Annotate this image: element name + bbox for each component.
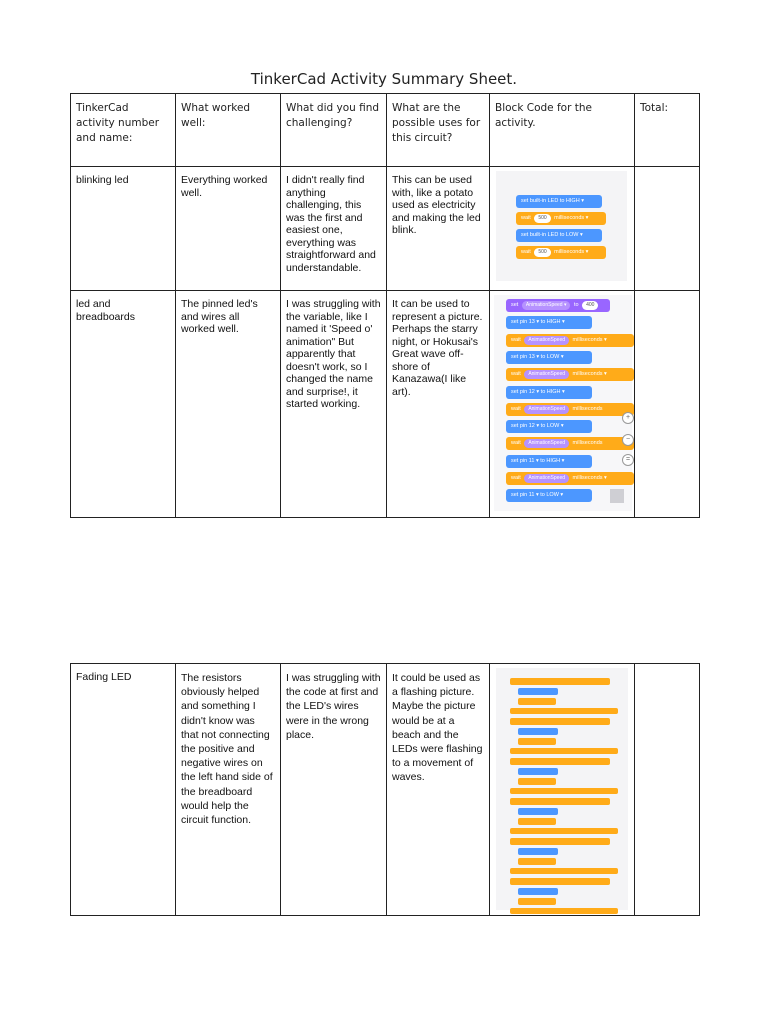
cell-total xyxy=(635,167,700,291)
cell-challenging: I was struggling with the code at first and the LED's wires were in the wrong place. xyxy=(281,664,387,916)
summary-table-continued xyxy=(70,663,700,916)
header-worked: What worked well: xyxy=(176,94,281,167)
cell-block-code xyxy=(490,291,635,518)
code-block xyxy=(510,708,618,714)
cell-challenging: I was struggling with the variable, like I named it 'Speed o' animation" But apparently that doesn't work, so I changed the name and surprise!, it started working. xyxy=(281,291,387,518)
code-block xyxy=(510,718,610,725)
code-block: wait AnimationSpeed milliseconds ▾ xyxy=(506,334,634,347)
table-row xyxy=(71,664,700,916)
table-row xyxy=(71,291,700,518)
cell-activity: led and breadboards xyxy=(71,291,176,518)
table-row xyxy=(71,167,700,291)
block-code-image xyxy=(496,171,627,281)
code-block xyxy=(510,838,610,845)
cell-worked: Everything worked well. xyxy=(176,167,281,291)
zoom-out-icon[interactable]: − xyxy=(622,434,634,446)
code-block: wait AnimationSpeed milliseconds xyxy=(506,403,634,416)
code-block xyxy=(518,738,556,745)
cell-total xyxy=(635,291,700,518)
code-block: set built-in LED to HIGH ▾ xyxy=(516,195,602,208)
code-block xyxy=(510,798,610,805)
code-block xyxy=(518,728,558,735)
code-block xyxy=(518,858,556,865)
header-code: Block Code for the activity. xyxy=(490,94,635,167)
cell-uses: It could be used as a flashing picture. Maybe the picture would be at a beach and the LEDs were flashing to a movement of waves. xyxy=(387,664,490,916)
code-block: set built-in LED to LOW ▾ xyxy=(516,229,602,242)
code-block: set pin 11 ▾ to HIGH ▾ xyxy=(506,455,592,468)
code-block: set pin 13 ▾ to LOW ▾ xyxy=(506,351,592,364)
zoom-in-icon[interactable]: + xyxy=(622,412,634,424)
code-block: wait 500 milliseconds ▾ xyxy=(516,246,606,259)
cell-challenging: I didn't really find anything challenging, this was the first and easiest one, everything was straightforward and understandable. xyxy=(281,167,387,291)
code-block: set pin 11 ▾ to LOW ▾ xyxy=(506,489,592,502)
code-block: wait AnimationSpeed milliseconds ▾ xyxy=(506,368,634,381)
code-block xyxy=(518,888,558,895)
zoom-reset-icon[interactable]: = xyxy=(622,454,634,466)
code-block xyxy=(518,698,556,705)
code-block: set pin 12 ▾ to HIGH ▾ xyxy=(506,386,592,399)
block-code-image xyxy=(496,668,628,910)
cell-activity: blinking led xyxy=(71,167,176,291)
cell-worked: The pinned led's and wires all worked well. xyxy=(176,291,281,518)
trash-icon[interactable] xyxy=(610,489,624,503)
code-block xyxy=(518,768,558,775)
header-uses: What are the possible uses for this circuit? xyxy=(387,94,490,167)
code-block xyxy=(518,818,556,825)
code-block: wait AnimationSpeed milliseconds ▾ xyxy=(506,472,634,485)
code-block: set pin 13 ▾ to HIGH ▾ xyxy=(506,316,592,329)
code-block xyxy=(518,688,558,695)
code-block xyxy=(510,828,618,834)
code-block xyxy=(510,748,618,754)
cell-uses: It can be used to represent a picture. Perhaps the starry night, or Hokusai's Great wave off-shore of Kanazawa(I like art). xyxy=(387,291,490,518)
code-block xyxy=(510,908,618,914)
block-code-image xyxy=(494,295,632,511)
cell-activity: Fading LED xyxy=(71,664,176,916)
header-row xyxy=(71,94,700,167)
cell-block-code xyxy=(490,167,635,291)
header-activity: TinkerCad activity number and name: xyxy=(71,94,176,167)
code-block xyxy=(518,898,556,905)
code-block: wait 500 milliseconds ▾ xyxy=(516,212,606,225)
code-block: set pin 12 ▾ to LOW ▾ xyxy=(506,420,592,433)
cell-worked: The resistors obviously helped and something I didn't know was that not connecting the positive and negative wires on the left hand side of the breadboard would help the circuit function. xyxy=(176,664,281,916)
code-block: set AnimationSpeed ▾ to 400 xyxy=(506,299,610,312)
code-block xyxy=(510,788,618,794)
cell-block-code xyxy=(490,664,635,916)
cell-total xyxy=(635,664,700,916)
code-block xyxy=(518,848,558,855)
code-block xyxy=(518,778,556,785)
code-block: wait AnimationSpeed milliseconds xyxy=(506,437,634,450)
code-block xyxy=(518,808,558,815)
page-title: TinkerCad Activity Summary Sheet. xyxy=(250,70,518,88)
code-block xyxy=(510,878,610,885)
code-block xyxy=(510,758,610,765)
header-challenging: What did you find challenging? xyxy=(281,94,387,167)
cell-uses: This can be used with, like a potato used as electricity and making the led blink. xyxy=(387,167,490,291)
summary-table xyxy=(70,93,700,518)
code-block xyxy=(510,868,618,874)
code-block xyxy=(510,678,610,685)
header-total: Total: xyxy=(635,94,700,167)
